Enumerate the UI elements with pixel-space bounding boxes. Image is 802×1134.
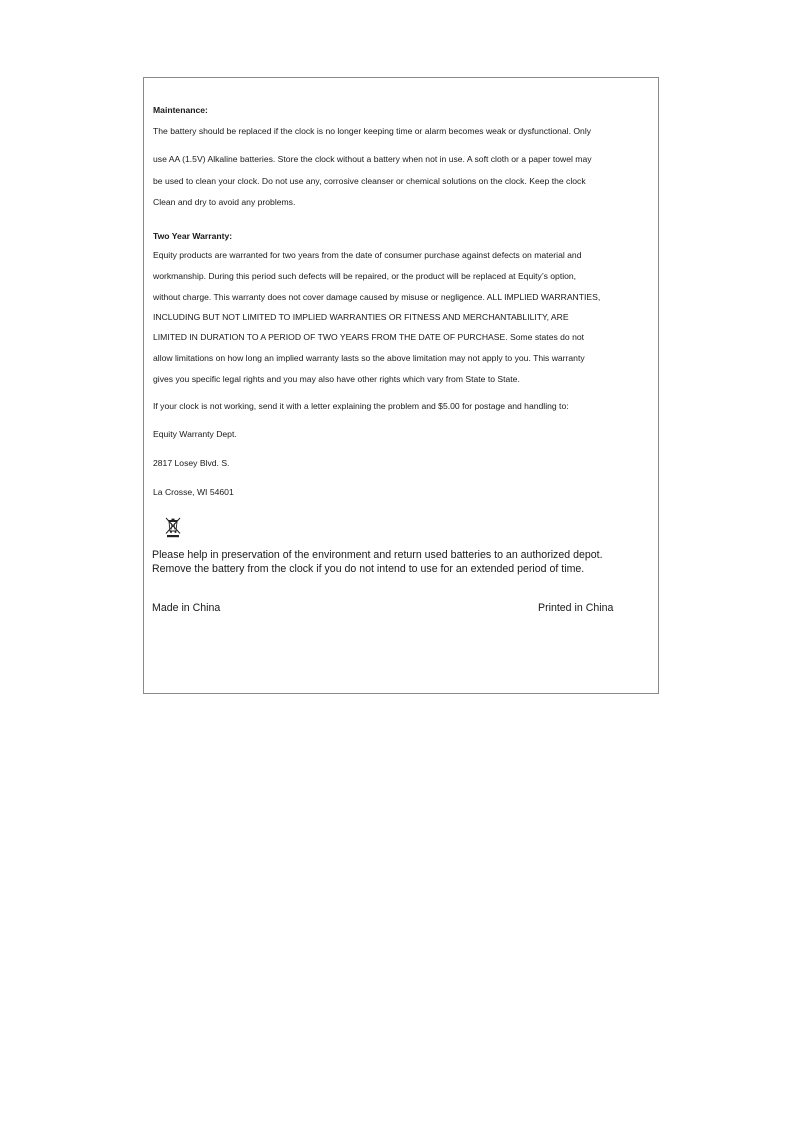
- warranty-heading: Two Year Warranty:: [153, 231, 233, 241]
- printed-in-label: Printed in China: [538, 602, 614, 614]
- made-in-label: Made in China: [152, 602, 221, 614]
- address-line-2: 2817 Losey Blvd. S.: [153, 458, 230, 468]
- maintenance-line-1: The battery should be replaced if the clock is no longer keeping time or alarm becomes weak or dysfunctional. Only: [153, 126, 592, 136]
- warranty-line-1: Equity products are warranted for two years from the date of consumer purchase against defects on material and: [153, 250, 582, 260]
- maintenance-line-2: use AA (1.5V) Alkaline batteries. Store the clock without a battery when not in use. A soft cloth or a paper towel may: [153, 154, 592, 164]
- address-line-3: La Crosse, WI 54601: [153, 487, 234, 497]
- recycling-line-1: Please help in preservation of the environment and return used batteries to an authorized depot.: [152, 549, 603, 561]
- recycling-line-2: Remove the battery from the clock if you do not intend to use for an extended period of time.: [152, 563, 585, 575]
- warranty-line-5: LIMITED IN DURATION TO A PERIOD OF TWO YEARS FROM THE DATE OF PURCHASE. Some states do not: [153, 332, 585, 342]
- maintenance-heading: Maintenance:: [153, 105, 208, 115]
- warranty-line-3: without charge. This warranty does not cover damage caused by misuse or negligence. ALL IMPLIED WARRANTIES,: [153, 292, 601, 302]
- warranty-line-7: gives you specific legal rights and you may also have other rights which vary from State to State.: [153, 374, 520, 384]
- crossed-out-wheelie-bin-icon: [164, 516, 182, 538]
- warranty-line-4: INCLUDING BUT NOT LIMITED TO IMPLIED WARRANTIES OR FITNESS AND MERCHANTABLILITY, ARE: [153, 312, 569, 322]
- service-note: If your clock is not working, send it with a letter explaining the problem and $5.00 for postage and handling to:: [153, 401, 569, 411]
- warranty-line-6: allow limitations on how long an implied warranty lasts so the above limitation may not apply to you. This warranty: [153, 353, 585, 363]
- maintenance-line-4: Clean and dry to avoid any problems.: [153, 197, 296, 207]
- warranty-line-2: workmanship. During this period such defects will be repaired, or the product will be replaced at Equity’s option,: [153, 271, 577, 281]
- maintenance-line-3: be used to clean your clock. Do not use any, corrosive cleanser or chemical solutions on the clock. Keep the clock: [153, 176, 586, 186]
- address-line-1: Equity Warranty Dept.: [153, 429, 237, 439]
